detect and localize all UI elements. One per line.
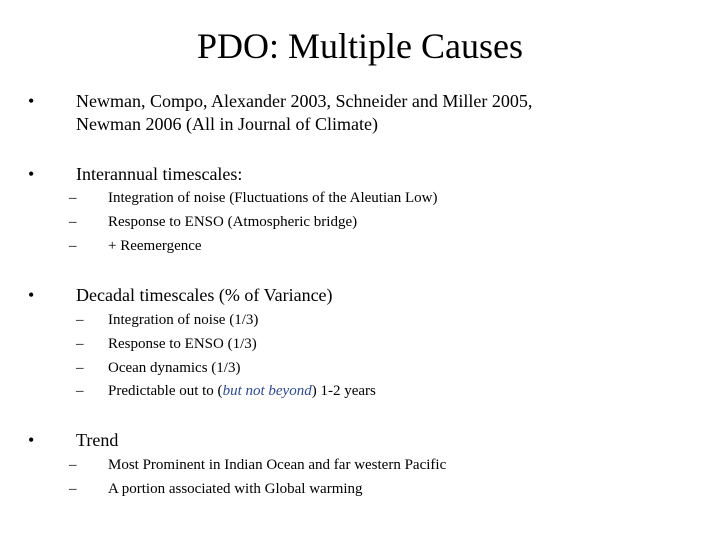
sub-text: Most Prominent in Indian Ocean and far western Pacific [108,457,447,473]
bullet-dot: • [28,91,35,111]
sub-dash: – [69,214,77,230]
sub-dash: – [76,360,84,376]
sub-dash: – [69,238,77,254]
sub-text: Response to ENSO (1/3) [108,336,257,352]
bullet-text: Interannual timescales: [76,164,243,184]
sub-text: Ocean dynamics (1/3) [108,360,241,376]
bullet-dot: • [28,164,35,184]
bullet-dot: • [28,430,35,450]
sub-text: Response to ENSO (Atmospheric bridge) [108,214,358,230]
sub-text: + Reemergence [108,238,202,254]
sub-dash: – [76,312,84,328]
bullet-text-line2: Newman 2006 (All in Journal of Climate) [76,114,378,134]
sub-text-emphasis: but not beyond [222,383,312,399]
sub-text [108,379,376,403]
bullet-text: Decadal timescales (% of Variance) [76,285,333,305]
sub-dash: – [76,383,84,399]
sub-text: A portion associated with Global warming [108,481,363,497]
sub-dash: – [69,481,77,497]
sub-text: Integration of noise (1/3) [108,312,259,328]
sub-dash: – [69,457,77,473]
sub-dash: – [76,336,84,352]
bullet-text: Trend [76,430,119,450]
bullet-text-line1: Newman, Compo, Alexander 2003, Schneider and Miller 2005, [76,91,533,111]
sub-text-pre: Predictable out to ( [108,383,223,399]
sub-text-post: ) 1-2 years [311,383,376,399]
bullet-dot: • [28,285,35,305]
slide-title: PDO: Multiple Causes [196,26,523,66]
sub-dash: – [69,190,77,206]
sub-text: Integration of noise (Fluctuations of the Aleutian Low) [108,190,438,206]
